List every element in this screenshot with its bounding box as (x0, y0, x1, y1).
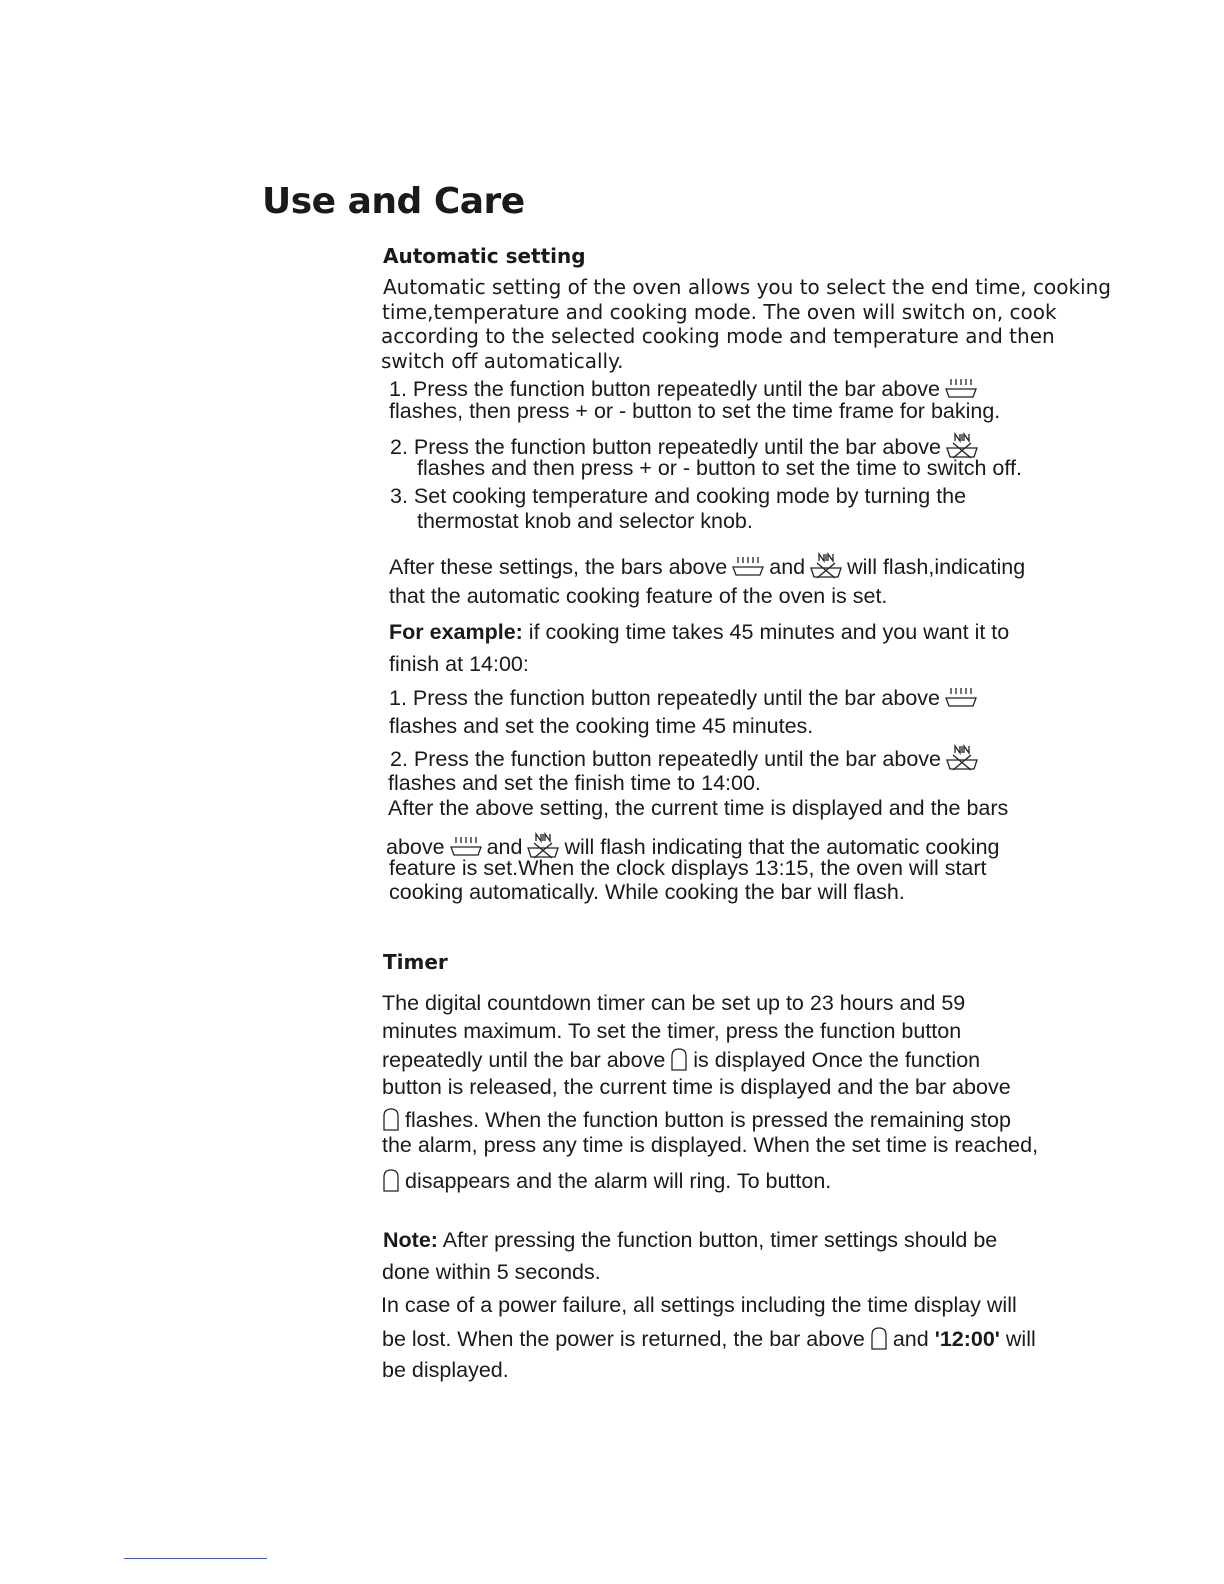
after-example-line-2: above and will flash indicating that the automatic cooking (386, 832, 1000, 865)
timer-line-6: the alarm, press any time is displayed. When the set time is reached, (382, 1133, 1039, 1157)
timer-line-3: repeatedly until the bar above is displayed Once the function (382, 1047, 980, 1078)
bell-icon (380, 1168, 402, 1199)
step-1-line-2: flashes, then press + or - button to set the time frame for baking. (389, 399, 1001, 423)
step-3-line-1: 3. Set cooking temperature and cooking mode by turning the (390, 484, 967, 508)
step-2-line-1: 2. Press the function button repeatedly until the bar above (390, 432, 983, 465)
cooking-time-icon (943, 685, 979, 716)
end-time-icon (944, 744, 980, 777)
intro-line-1: Automatic setting of the oven allows you to select the end time, cooking (383, 275, 1111, 299)
after-example-line-3: feature is set.When the clock displays 13:15, the oven will start (389, 856, 987, 880)
intro-line-4: switch off automatically. (381, 349, 624, 373)
step-3-line-2: thermostat knob and selector knob. (417, 509, 753, 533)
example-step-2-line-2: flashes and set the finish time to 14:00. (388, 771, 761, 795)
step-2-line-2: flashes and then press + or - button to set the time to switch off. (417, 456, 1022, 480)
automatic-setting-heading: Automatic setting (383, 244, 586, 268)
example-step-1-line-1: 1. Press the function button repeatedly until the bar above (389, 685, 982, 716)
note-line-2: done within 5 seconds. (382, 1260, 601, 1284)
example-line-1: For example: if cooking time takes 45 minutes and you want it to (389, 620, 1010, 644)
end-time-icon (808, 552, 844, 585)
note-line-1: Note: After pressing the function button, timer settings should be (383, 1228, 998, 1252)
after-settings-line-1: After these settings, the bars above and will flash,indicating (389, 552, 1025, 585)
timer-line-2: minutes maximum. To set the timer, press the function button (382, 1019, 962, 1043)
timer-line-4: button is released, the current time is displayed and the bar above (382, 1075, 1011, 1099)
timer-line-5: flashes. When the function button is pressed the remaining stop (380, 1107, 1011, 1138)
bell-icon (868, 1326, 890, 1357)
intro-line-2: time,temperature and cooking mode. The oven will switch on, cook (382, 300, 1057, 324)
after-example-line-1: After the above setting, the current time is displayed and the bars (388, 796, 1009, 820)
timer-line-7: disappears and the alarm will ring. To button. (380, 1168, 831, 1199)
cooking-time-icon (730, 554, 766, 585)
timer-heading: Timer (383, 950, 448, 974)
power-failure-line-2: be lost. When the power is returned, the bar above and '12:00' will (382, 1326, 1036, 1357)
step-1-line-1: 1. Press the function button repeatedly until the bar above (389, 376, 982, 407)
after-settings-line-2: that the automatic cooking feature of the oven is set. (389, 584, 888, 608)
power-failure-line-3: be displayed. (382, 1358, 509, 1382)
page-title: Use and Care (262, 181, 525, 222)
example-line-2: finish at 14:00: (389, 652, 529, 676)
bell-icon (668, 1047, 690, 1078)
intro-line-3: according to the selected cooking mode and temperature and then (381, 324, 1055, 348)
example-step-1-line-2: flashes and set the cooking time 45 minutes. (389, 714, 814, 738)
power-failure-line-1: In case of a power failure, all settings including the time display will (381, 1293, 1017, 1317)
after-example-line-4: cooking automatically. While cooking the bar will flash. (389, 880, 905, 904)
timer-line-1: The digital countdown timer can be set up to 23 hours and 59 (382, 991, 966, 1015)
footer-rule (124, 1558, 267, 1559)
example-step-2-line-1: 2. Press the function button repeatedly until the bar above (390, 744, 983, 777)
